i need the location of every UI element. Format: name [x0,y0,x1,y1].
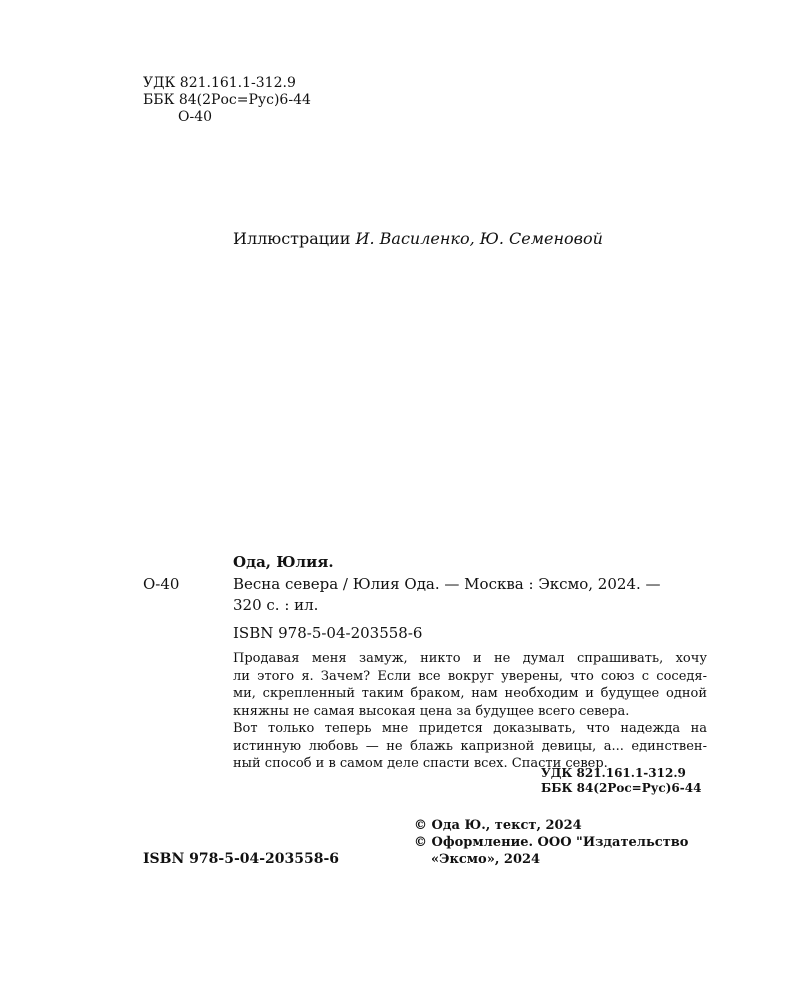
illustrators-names: И. Василенко, Ю. Семеновой [355,229,603,248]
annotation-line: ли этого я. Зачем? Если все вокруг уверены, что союз с соседя- [233,668,707,684]
illustrations-credit [233,229,603,249]
record-author: Ода, Юлия. [233,553,334,571]
annotation [233,650,707,773]
copyright-design: © Оформление. ООО "Издательство [414,835,689,850]
record-isbn: ISBN 978-5-04-203558-6 [233,624,423,642]
annotation-line: княжны не самая высокая цена за будущее всего севера. [233,703,630,719]
annotation-line: Продавая меня замуж, никто и не думал спрашивать, хочу [233,651,707,666]
udk-code-bottom: УДК 821.161.1-312.9 [541,766,686,780]
udk-code: УДК 821.161.1-312.9 [143,75,296,91]
copyright-text: © Ода Ю., текст, 2024 [414,818,582,833]
bottom-classification-codes [541,766,701,796]
annotation-line: истинную любовь — не блажь капризной девицы, а... единствен- [233,738,707,754]
copyright-design-cont: «Эксмо», 2024 [431,852,541,867]
author-mark: О-40 [178,109,213,125]
record-author-mark: О-40 [143,575,180,593]
annotation-line: ный способ и в самом деле спасти всех. Спасти север. [233,756,608,771]
annotation-line: Вот только теперь мне придется доказывать, что надежда на [233,721,707,736]
annotation-line: ми, скрепленный таким браком, нам необходим и будущее одной [233,686,707,701]
record-title-line: Весна севера / Юлия Ода. — Москва : Эксмо, 2024. — [233,575,661,593]
top-classification-codes [143,75,311,126]
isbn-bottom: ISBN 978-5-04-203558-6 [143,851,340,867]
illustrations-label: Иллюстрации [233,229,351,248]
copyright-block [414,817,688,868]
bbk-code: ББК 84(2Рос=Рус)6-44 [143,92,311,108]
record-pages-line: 320 с. : ил. [233,596,319,614]
annotation-paragraph-2 [233,720,707,773]
annotation-paragraph-1 [233,650,707,720]
bbk-code-bottom: ББК 84(2Рос=Рус)6-44 [541,781,702,795]
